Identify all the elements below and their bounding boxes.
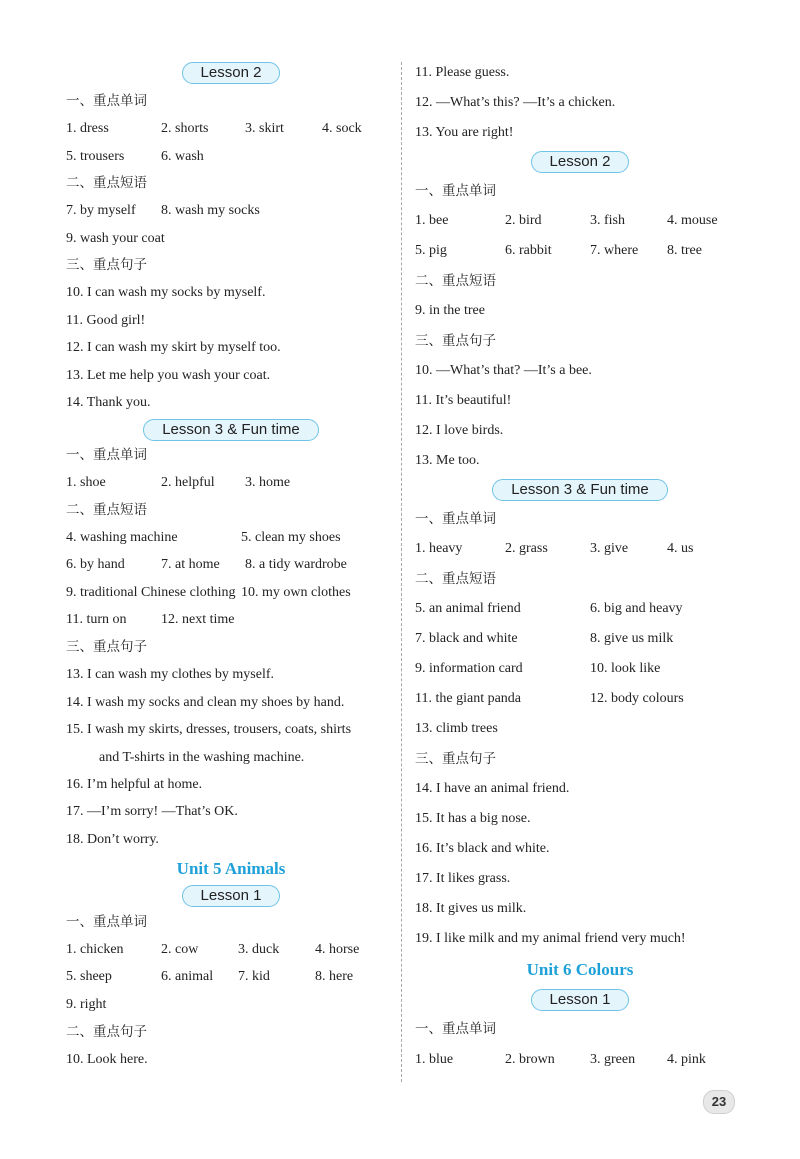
vocab-item: 1. dress: [66, 121, 109, 136]
vocab-row: [415, 1045, 745, 1075]
sentence-line: 10. I can wash my socks by myself.: [66, 285, 266, 300]
sentence-line: 17. —I’m sorry! —That’s OK.: [66, 804, 238, 819]
sentence-line: 15. It has a big nose.: [415, 811, 531, 826]
vocab-row: [66, 115, 396, 143]
lesson-heading: [415, 985, 745, 1014]
section-heading: 一、重点单词: [415, 511, 496, 527]
vocab-item: 2. cow: [161, 942, 199, 957]
section-heading: 一、重点单词: [415, 1021, 496, 1037]
sentence-line: 9. right: [66, 997, 107, 1012]
section-heading: 二、重点句子: [66, 1024, 147, 1040]
vocab-row: [415, 206, 745, 236]
vocab-item: 6. big and heavy: [590, 601, 683, 616]
page-number-badge: 23: [703, 1090, 735, 1114]
lesson-heading: [66, 58, 396, 88]
vocab-item: 3. give: [590, 541, 629, 556]
sentence-line: 10. Look here.: [66, 1052, 148, 1067]
vocab-item: 3. skirt: [245, 121, 284, 136]
lesson-heading: [66, 883, 396, 908]
sentence-line: 12. I love birds.: [415, 423, 504, 438]
vocab-item: 5. pig: [415, 243, 447, 258]
lesson-heading: [415, 148, 745, 176]
lesson-pill: Lesson 2: [182, 62, 281, 84]
vocab-item: 11. the giant panda: [415, 691, 522, 706]
section-heading: 三、重点句子: [66, 639, 147, 655]
vocab-item: 2. shorts: [161, 121, 209, 136]
vocab-item: 5. clean my shoes: [241, 530, 341, 545]
vocab-item: 2. helpful: [161, 475, 215, 490]
sentence-line: 18. Don’t worry.: [66, 832, 159, 847]
sentence-line: 15. I wash my skirts, dresses, trousers, coats, shirts: [66, 722, 352, 737]
vocab-item: 8. give us milk: [590, 631, 674, 646]
vocab-row: [415, 236, 745, 266]
lesson-heading: [66, 417, 396, 442]
section-heading: 一、重点单词: [66, 447, 147, 463]
vocab-item: 6. by hand: [66, 557, 125, 572]
lesson-pill: Lesson 1: [531, 989, 630, 1011]
vocab-item: 8. wash my socks: [161, 203, 260, 218]
column-divider: [401, 62, 402, 1082]
left-column: [66, 58, 396, 1074]
vocab-row: [66, 963, 396, 991]
vocab-item: 8. tree: [667, 243, 702, 258]
sentence-line: 13. I can wash my clothes by myself.: [66, 667, 275, 682]
lesson-pill: Lesson 3 & Fun time: [492, 479, 668, 501]
vocab-item: 4. pink: [667, 1052, 706, 1067]
vocab-row: [66, 579, 396, 606]
vocab-item: 3. green: [590, 1052, 636, 1067]
vocab-row: [66, 551, 396, 579]
vocab-row: [66, 524, 396, 551]
sentence-line: 14. I have an animal friend.: [415, 781, 570, 796]
section-heading: 三、重点句子: [66, 257, 147, 273]
sentence-line: 14. Thank you.: [66, 395, 151, 410]
section-heading: 二、重点短语: [66, 502, 147, 518]
vocab-item: 1. heavy: [415, 541, 463, 556]
vocab-item: 5. sheep: [66, 969, 112, 984]
sentence-line: 10. —What’s that? —It’s a bee.: [415, 363, 592, 378]
unit-title: Unit 6 Colours: [526, 960, 634, 979]
section-heading: 二、重点短语: [415, 273, 496, 289]
vocab-row: [415, 534, 745, 564]
section-heading: 三、重点句子: [415, 333, 496, 349]
vocab-item: 4. us: [667, 541, 694, 556]
vocab-item: 6. wash: [161, 149, 204, 164]
lesson-pill: Lesson 3 & Fun time: [143, 419, 319, 441]
vocab-item: 12. next time: [161, 612, 235, 627]
vocab-item: 2. grass: [505, 541, 548, 556]
sentence-line: 11. Please guess.: [415, 65, 510, 80]
vocab-item: 3. duck: [238, 942, 280, 957]
vocab-row: [415, 654, 745, 684]
vocab-item: 4. horse: [315, 942, 360, 957]
sentence-line: 12. —What’s this? —It’s a chicken.: [415, 95, 616, 110]
vocab-item: 8. a tidy wardrobe: [245, 557, 347, 572]
vocab-item: 7. where: [590, 243, 639, 258]
sentence-line: 13. Me too.: [415, 453, 480, 468]
vocab-item: 9. traditional Chinese clothing: [66, 585, 236, 600]
sentence-line: 16. It’s black and white.: [415, 841, 550, 856]
section-heading: 二、重点短语: [66, 175, 147, 191]
vocab-item: 1. blue: [415, 1052, 454, 1067]
sentence-line: 11. Good girl!: [66, 313, 146, 328]
vocab-item: 1. bee: [415, 213, 449, 228]
vocab-row: [415, 624, 745, 654]
sentence-line: 11. It’s beautiful!: [415, 393, 512, 408]
vocab-item: 5. an animal friend: [415, 601, 521, 616]
vocab-row: [66, 469, 396, 497]
vocab-row: [66, 143, 396, 170]
vocab-item: 5. trousers: [66, 149, 125, 164]
sentence-line: 17. It likes grass.: [415, 871, 511, 886]
vocab-row: [66, 606, 396, 634]
sentence-line: 13. Let me help you wash your coat.: [66, 368, 271, 383]
vocab-item: 4. sock: [322, 121, 362, 136]
vocab-item: 3. home: [245, 475, 291, 490]
vocab-item: 8. here: [315, 969, 354, 984]
vocab-item: 6. animal: [161, 969, 214, 984]
vocab-item: 4. mouse: [667, 213, 718, 228]
sentence-line: 18. It gives us milk.: [415, 901, 527, 916]
lesson-pill: Lesson 1: [182, 885, 281, 907]
sentence-line: 9. wash your coat: [66, 231, 165, 246]
vocab-item: 9. information card: [415, 661, 523, 676]
vocab-item: 2. bird: [505, 213, 542, 228]
vocab-item: 12. body colours: [590, 691, 684, 706]
vocab-item: 1. shoe: [66, 475, 106, 490]
right-column: [415, 58, 745, 1075]
vocab-item: 4. washing machine: [66, 530, 178, 545]
vocab-item: 10. my own clothes: [241, 585, 351, 600]
section-heading: 一、重点单词: [66, 93, 147, 109]
vocab-row: [66, 936, 396, 963]
unit-title: Unit 5 Animals: [176, 859, 286, 878]
vocab-item: 1. chicken: [66, 942, 124, 957]
vocab-item: 6. rabbit: [505, 243, 552, 258]
sentence-continuation: and T-shirts in the washing machine.: [99, 750, 305, 765]
sentence-line: 16. I’m helpful at home.: [66, 777, 203, 792]
vocab-item: 7. kid: [238, 969, 270, 984]
sentence-line: 13. climb trees: [415, 721, 498, 736]
vocab-row: [66, 197, 396, 225]
section-heading: 一、重点单词: [66, 914, 147, 930]
sentence-line: 12. I can wash my skirt by myself too.: [66, 340, 281, 355]
vocab-item: 2. brown: [505, 1052, 555, 1067]
lesson-heading: [415, 476, 745, 504]
section-heading: 一、重点单词: [415, 183, 496, 199]
sentence-line: 19. I like milk and my animal friend very much!: [415, 931, 686, 946]
sentence-line: 9. in the tree: [415, 303, 485, 318]
vocab-item: 3. fish: [590, 213, 625, 228]
vocab-row: [415, 594, 745, 624]
vocab-item: 10. look like: [590, 661, 661, 676]
section-heading: 二、重点短语: [415, 571, 496, 587]
sentence-line: 13. You are right!: [415, 125, 514, 140]
vocab-row: [415, 684, 745, 714]
lesson-pill: Lesson 2: [531, 151, 630, 173]
section-heading: 三、重点句子: [415, 751, 496, 767]
vocab-item: 7. black and white: [415, 631, 518, 646]
sentence-line: 14. I wash my socks and clean my shoes by hand.: [66, 695, 345, 710]
vocab-item: 11. turn on: [66, 612, 127, 627]
vocab-item: 7. by myself: [66, 203, 136, 218]
vocab-item: 7. at home: [161, 557, 220, 572]
